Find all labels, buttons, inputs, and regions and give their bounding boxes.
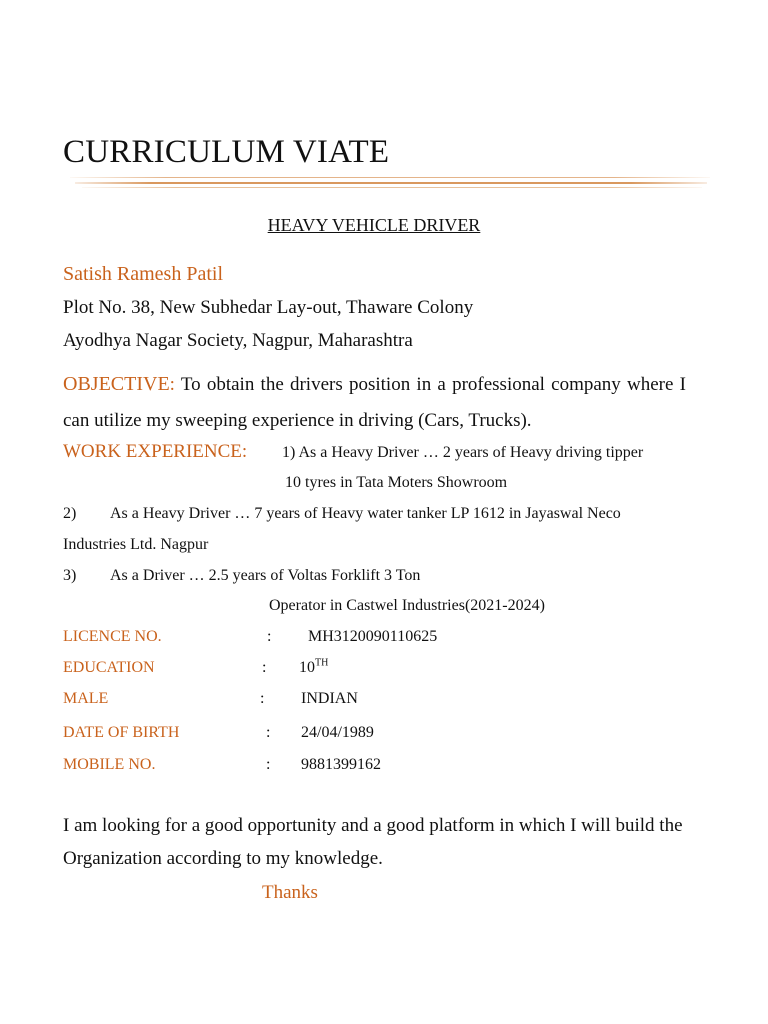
experience-item-2-line-2: Industries Ltd. Nagpur <box>63 536 209 553</box>
education-colon: : <box>262 659 267 676</box>
education-value <box>299 659 328 677</box>
mobile-colon: : <box>266 756 271 773</box>
experience-item-2-line-1: As a Heavy Driver … 7 years of Heavy water tanker LP 1612 in Jayaswal Neco <box>110 505 621 522</box>
licence-value: MH3120090110625 <box>308 628 438 645</box>
address-line-2: Ayodhya Nagar Society, Nagpur, Maharashtra <box>63 330 413 351</box>
objective-label: OBJECTIVE <box>63 373 170 395</box>
male-colon: : <box>260 690 265 707</box>
experience-item-1-line-2: 10 tyres in Tata Moters Showroom <box>285 474 508 491</box>
mobile-label: MOBILE NO. <box>63 756 156 773</box>
dob-label: DATE OF BIRTH <box>63 724 180 741</box>
candidate-name: Satish Ramesh Patil <box>63 263 223 285</box>
work-experience-label: WORK EXPERIENCE: <box>63 441 248 462</box>
thanks-signoff: Thanks <box>262 882 318 903</box>
mobile-value: 9881399162 <box>301 756 381 773</box>
closing-statement: I am looking for a good opportunity and a good platform in which I will build the Organization according to my knowledge. <box>63 815 683 869</box>
address-line-1: Plot No. 38, New Subhedar Lay-out, Thaware Colony <box>63 297 474 318</box>
licence-label: LICENCE NO. <box>63 628 162 645</box>
dob-colon: : <box>266 724 271 741</box>
education-value-number: 10 <box>299 659 315 676</box>
dob-value: 24/04/1989 <box>301 724 374 741</box>
objective-separator: : <box>169 374 175 395</box>
job-title: HEAVY VEHICLE DRIVER <box>267 215 481 235</box>
experience-item-2-number: 2) <box>63 505 77 522</box>
title-divider-line <box>70 177 710 178</box>
experience-item-1-line-1: 1) As a Heavy Driver … 2 years of Heavy driving tipper <box>282 444 644 461</box>
male-label: MALE <box>63 690 109 707</box>
education-value-suffix: TH <box>315 657 329 669</box>
licence-colon: : <box>267 628 272 645</box>
experience-item-3-line-1: As a Driver … 2.5 years of Voltas Forklift 3 Ton <box>110 567 421 584</box>
male-value: INDIAN <box>301 690 358 707</box>
experience-item-3-line-2: Operator in Castwel Industries(2021-2024) <box>269 597 545 614</box>
experience-item-3-number: 3) <box>63 567 77 584</box>
document-title: CURRICULUM VIATE <box>63 134 390 170</box>
objective-section <box>63 366 686 439</box>
education-label: EDUCATION <box>63 659 155 676</box>
title-divider-line <box>82 187 702 188</box>
objective-text: To obtain the drivers position in a professional company where I can utilize my sweeping experience in driving (Cars, Trucks). <box>63 374 686 431</box>
title-divider-line <box>75 182 707 184</box>
